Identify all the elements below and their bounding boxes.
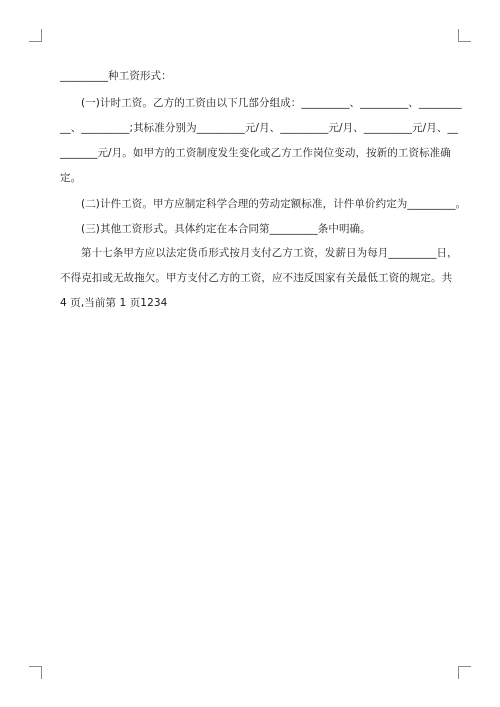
text-line: 第十七条甲方应以法定货币形式按月支付乙方工资，发薪日为每月_________日， <box>81 247 458 259</box>
text-line: 定。 <box>60 172 82 184</box>
text-line: (二)计件工资。甲方应制定科学合理的劳动定额标准，计件单价约定为_________。 <box>81 198 467 210</box>
page-corner-mark-bottom-right <box>458 666 471 679</box>
text-line: __、_________;其标准分别为_________元/月、_________元/月、_________元/月、__ <box>60 122 459 134</box>
page-corner-mark-top-left <box>29 29 42 42</box>
page-footer-text: 4 页,当前第 1 页1234 <box>60 297 168 309</box>
text-line: _______元/月。如甲方的工资制度发生变化或乙方工作岗位变动，按新的工资标准确 <box>60 147 451 159</box>
text-line: 不得克扣或无故拖欠。甲方支付乙方的工资，应不违反国家有关最低工资的规定。共 <box>60 272 453 284</box>
page-corner-mark-top-right <box>458 29 471 42</box>
text-line: (一)计时工资。乙方的工资由以下几部分组成：_________、_________、________ <box>81 97 462 109</box>
page-corner-mark-bottom-left <box>29 666 42 679</box>
text-line: _________种工资形式： <box>60 70 172 82</box>
text-line: (三)其他工资形式。具体约定在本合同第_________条中明确。 <box>81 223 371 235</box>
